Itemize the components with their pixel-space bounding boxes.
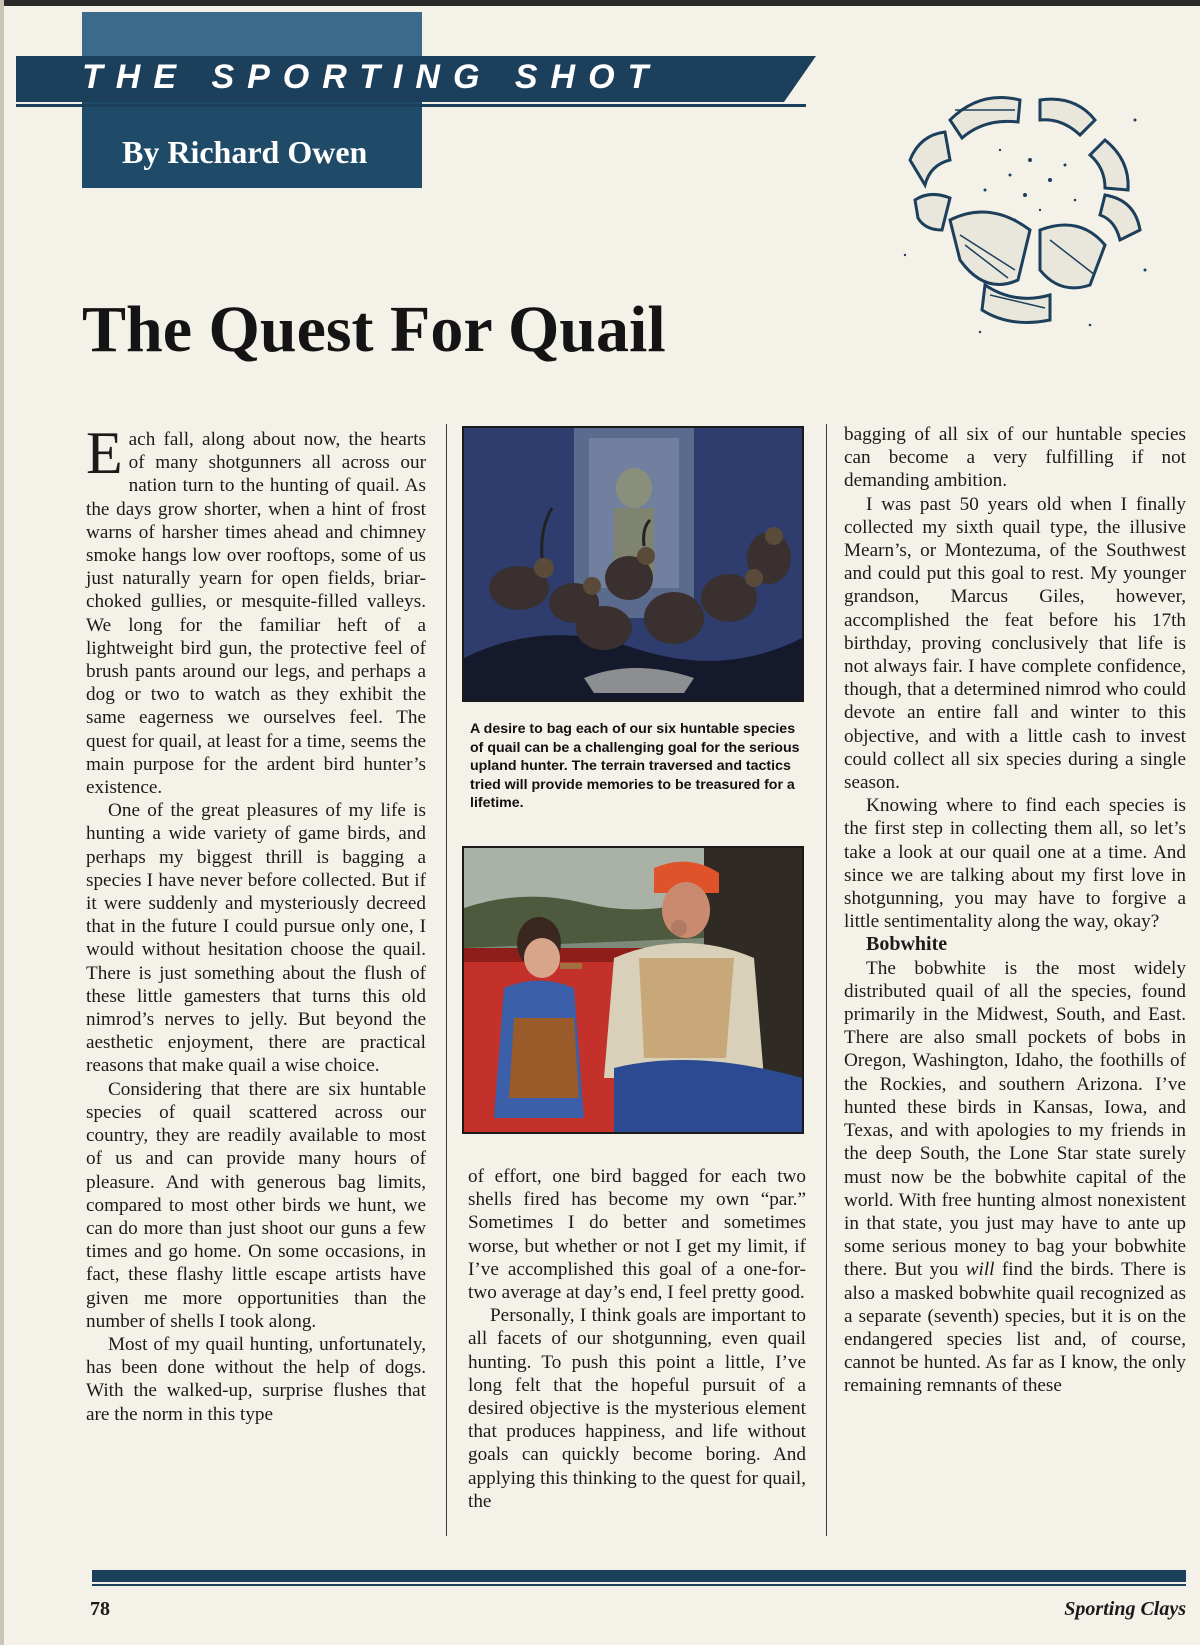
section-heading-bobwhite: Bobwhite (866, 933, 948, 956)
paragraph-10-part-a: The bobwhite is the most widely distributed quail of all the species, found primarily in the Midwest, South, and East. There are also small pockets of bobs in Oregon, Washington, Idaho, the foothills of the Rockies, and southern Arizona. I’ve hunted these birds in Kansas, Iowa, and Texas, and with apologies to my friends in the deep South, the Lone Star state surely must now be the bobwhite capital of the world. With free hunting almost nonexistent in that state, you just may have to ante up some serious money to bag your bobwhite there. But you (844, 957, 1186, 1281)
paragraph-10 (844, 957, 1186, 1398)
quail-mounts-photo (462, 426, 804, 702)
paragraph-3: Considering that there are six huntable species of quail scattered across our country, they are readily available to most of us and can provide many hours of pleasure. And with generous bag limits, compared to most other birds we hunt, we can do more than just shoot our guns a few times and go home. On some occasions, in fact, these flashy little escape artists have given me more opportunities than the number of shells I took along. (86, 1078, 426, 1332)
drop-cap: E (86, 420, 123, 486)
hunters-illustration (464, 848, 802, 1132)
paragraph-4: Most of my quail hunting, unfortunately, has been done without the help of dogs. With the walked-up, surprise flushes that are the norm in this type (86, 1333, 426, 1425)
byline-box-highlight (82, 12, 422, 60)
paragraph-1-text: ach fall, along about now, the hearts of many shotgunners all across our nation turn to the hunting of quail. As the days grow shorter, when a hint of frost warns of harsher times ahead and chimney smoke hangs low over rooftops, some of us just naturally yearn for open fields, briar-choked gullies, or mesquite-filled valleys. We long for the familiar heft of a lightweight bird gun, the protective feel of brush pants around our legs, and perhaps a dog or two to watch as they exhibit the same eagerness we ourselves feel. The quest for quail, at least for a time, seems the main purpose for the ardent bird hunter’s existence. (86, 429, 426, 799)
column-rule-1 (446, 424, 447, 1536)
magazine-name: Sporting Clays (1064, 1598, 1186, 1620)
paragraph-2: One of the great pleasures of my life is hunting a wide variety of game birds, and perhaps my biggest thrill is bagging a species I have never before collected. But if it were suddenly and mysteriously decreed that in the future I could pursue only one, I would without hesitation choose the quail. There is just something about the flush of these little gamesters that turns this old nimrod’s nerves to jelly. But beyond the aesthetic enjoyment, there are practical reasons that make quail a wise choice. (86, 800, 426, 1077)
paragraph-1 (86, 420, 426, 799)
article-column-1 (86, 420, 426, 1426)
page-binding-edge (0, 0, 4, 1645)
paragraph-10-emphasis: will (965, 1259, 995, 1281)
footer-bar-underline (92, 1584, 1186, 1586)
paragraph-6: Personally, I think goals are important to all facets of our shotgunning, even quail hunting. To push this point a little, I’ve long felt that the hopeful pursuit of a desired objective is the mysterious element that produces happiness, and life without goals can quickly become boring. And applying this thinking to the quest for quail, the (468, 1305, 806, 1512)
column-rule-2 (826, 424, 827, 1536)
paragraph-8: I was past 50 years old when I finally collected my sixth quail type, the illusive Mearn’s, or Montezuma, of the Southwest and could put this goal to rest. My younger grandson, Marcus Giles, however, accomplished the feat before his 17th birthday, proving conclusively that life is not always fair. I have complete confidence, though, that a determined nimrod who could devote an entire fall and winter to this objective, and with a little cash to invest could collect all six species during a single season. (844, 493, 1186, 794)
hunters-with-calls-photo (462, 846, 804, 1134)
footer-bar (92, 1570, 1186, 1582)
paragraph-9: Knowing where to find each species is the first step in collecting them all, so let’s take a look at our quail one at a time. And since we are talking about my first love in shotgunning, you may have to forgive a little sentimentality along the way, okay? (844, 795, 1186, 933)
article-column-3 (844, 423, 1186, 1398)
article-title: The Quest For Quail (82, 293, 666, 366)
paragraph-7: bagging of all six of our huntable species can become a very fulfilling if not demanding ambition. (844, 424, 1186, 492)
paragraph-5: of effort, one bird bagged for each two shells fired has become my own “par.” Sometimes I do better and sometimes worse, but whether or not I get my limit, if I’ve accomplished this goal of a one-for-two average at day’s end, I feel pretty good. (468, 1166, 806, 1304)
byline: By Richard Owen (122, 134, 368, 170)
page-top-edge (0, 0, 1200, 6)
broken-clay-target-illustration (890, 80, 1160, 340)
paragraph-10-part-b: find the birds. There is also a masked bobwhite quail recognized as a separate (seventh) species, but it is on the endangered species list and, of course, cannot be hunted. As far as I know, the only remaining remnants of these (844, 1259, 1186, 1397)
section-title: THE SPORTING SHOT (82, 58, 662, 96)
section-banner-underline (16, 104, 806, 107)
article-column-2 (468, 1165, 806, 1513)
photo-caption: A desire to bag each of our six huntable species of quail can be a challenging goal for the serious upland hunter. The terrain traversed and tactics tried will provide memories to be treasured for a lifetime. (470, 721, 800, 811)
page-number: 78 (90, 1598, 110, 1620)
quail-mounts-illustration (464, 428, 802, 700)
